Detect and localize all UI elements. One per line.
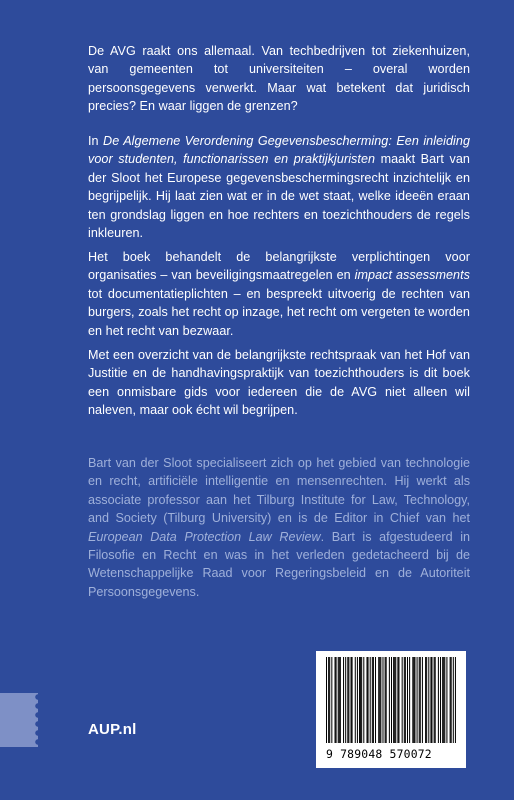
blurb-paragraph-4 — [88, 346, 470, 420]
barcode-bar — [425, 657, 426, 743]
barcode-bar — [380, 657, 381, 743]
bio-text-segment: Bart van der Sloot specialiseert zich op het gebied van technologie en recht, artificiële intelligentie en mensenrechten. Hij werkt als associate professor aan het Tilburg Institute for Law, Technology, and Society (Tilburg University) en is de Editor in Chief van het — [88, 456, 470, 526]
barcode-bar — [430, 657, 431, 743]
barcode-bar — [385, 657, 386, 743]
barcode-bar — [389, 657, 390, 743]
barcode-bar — [391, 657, 392, 743]
isbn-number: 9 789048 570072 — [326, 747, 432, 761]
barcode-bar — [359, 657, 360, 743]
blurb-paragraph-3 — [88, 248, 470, 340]
barcode-bar — [435, 657, 436, 743]
barcode-bar — [442, 657, 443, 743]
barcode-bar — [413, 657, 414, 743]
barcode-bar — [386, 657, 387, 743]
barcode-bar — [450, 657, 451, 743]
barcode-bar — [438, 657, 439, 743]
barcode-bar — [414, 657, 415, 743]
barcode-bar — [373, 657, 374, 743]
barcode-bar — [370, 657, 371, 743]
barcode-bar — [451, 657, 452, 743]
blurb-text-segment: Het boek behandelt de belangrijkste verplichtingen voor organisaties – van beveiligingsmaatregelen en — [88, 250, 470, 283]
barcode-bar — [360, 657, 361, 743]
barcode-bar — [340, 657, 341, 743]
publisher-url[interactable]: AUP.nl — [88, 721, 137, 738]
isbn-barcode — [316, 651, 466, 768]
barcode-bar — [368, 657, 369, 743]
blurb-text-segment: impact assessments — [354, 268, 470, 283]
barcode-bar — [422, 657, 423, 743]
blurb-paragraph-2 — [88, 132, 470, 242]
barcode-bar — [347, 657, 348, 743]
barcode-bar — [419, 657, 420, 743]
edge-tab-decoration — [0, 693, 38, 747]
barcode-bar — [434, 657, 435, 743]
barcode-bar — [420, 657, 421, 743]
barcode-bar — [375, 657, 376, 743]
barcode-bar — [431, 657, 432, 743]
barcode-bar — [412, 657, 413, 743]
barcode-bar — [455, 657, 456, 743]
blurb-paragraph-1 — [88, 42, 470, 116]
barcode-bar — [361, 657, 362, 743]
barcode-bar — [397, 657, 398, 743]
barcode-bar — [357, 657, 358, 743]
barcode-icon — [326, 657, 456, 745]
barcode-bar — [328, 657, 329, 743]
barcode-bar — [345, 657, 346, 743]
barcode-bar — [351, 657, 352, 743]
barcode-bar — [343, 657, 344, 743]
bio-text-segment: European Data Protection Law Review — [88, 529, 321, 544]
barcode-bar — [393, 657, 394, 743]
barcode-bar — [335, 657, 336, 743]
barcode-bar — [352, 657, 353, 743]
barcode-bar — [363, 657, 364, 743]
barcode-bar — [326, 657, 327, 743]
barcode-bar — [382, 657, 383, 743]
barcode-bar — [379, 657, 380, 743]
barcode-bar — [336, 657, 337, 743]
barcode-bar — [394, 657, 395, 743]
barcode-bar — [348, 657, 349, 743]
barcode-bar — [398, 657, 399, 743]
barcode-bar — [355, 657, 356, 743]
barcode-bar — [428, 657, 429, 743]
barcode-bar — [407, 657, 408, 743]
barcode-bar — [329, 657, 330, 743]
blurb-text-segment: De Algemene Verordening Gegevensbescherming: Een inleiding voor studenten, functionarissen en praktijkjuristen — [88, 134, 470, 167]
blurb-text-segment: De AVG raakt ons allemaal. Van techbedrijven tot ziekenhuizen, van gemeenten tot universiteiten – overal worden persoonsgegevens verwerkt. Maar wat betekent dat juridisch precies? En waar liggen de grenzen? — [88, 44, 470, 114]
barcode-bar — [372, 657, 373, 743]
blurb-text-segment: maakt Bart van der Sloot het Europese gegevensbeschermingsrecht inzichtelijk en begrijpelijk. Hij laat zien wat er in de wet staat, welke ideeën eraan ten grondslag liggen en hoe rechters en toezichthouders de regels inkleuren. — [88, 152, 470, 241]
barcode-bar — [331, 657, 332, 743]
blurb-text-segment: Met een overzicht van de belangrijkste rechtspraak van het Hof van Justitie en de handhavingspraktijk van toezichthouders is dit boek een onmisbare gids voor iedereen die de AVG niet alleen wil naleven, maar ook écht wil begrijpen. — [88, 348, 470, 418]
barcode-bar — [440, 657, 441, 743]
barcode-bar — [404, 657, 405, 743]
author-bio — [88, 454, 470, 601]
barcode-bar — [402, 657, 403, 743]
barcode-bar — [366, 657, 367, 743]
barcode-bar — [446, 657, 447, 743]
barcode-bar — [339, 657, 340, 743]
blurb-text-segment: In — [88, 134, 104, 148]
barcode-bar — [338, 657, 339, 743]
blurb-text-segment: tot documentatieplichten – en bespreekt uitvoerig de rechten van burgers, zoals het recht op inzage, het recht om vergeten te worden en het recht van bezwaar. — [88, 286, 470, 338]
barcode-bar — [417, 657, 418, 743]
barcode-bar — [443, 657, 444, 743]
barcode-bar — [444, 657, 445, 743]
barcode-bar — [395, 657, 396, 743]
barcode-bar — [405, 657, 406, 743]
barcode-bar — [409, 657, 410, 743]
barcode-bar — [426, 657, 427, 743]
barcode-bar — [378, 657, 379, 743]
bio-text-segment: . Bart is afgestudeerd in Filosofie en Recht en was in het verleden gedetacheerd bij de Wetenschappelijke Raad voor Regeringsbeleid en de Autoriteit Persoonsgegevens. — [88, 529, 470, 599]
barcode-bar — [453, 657, 454, 743]
